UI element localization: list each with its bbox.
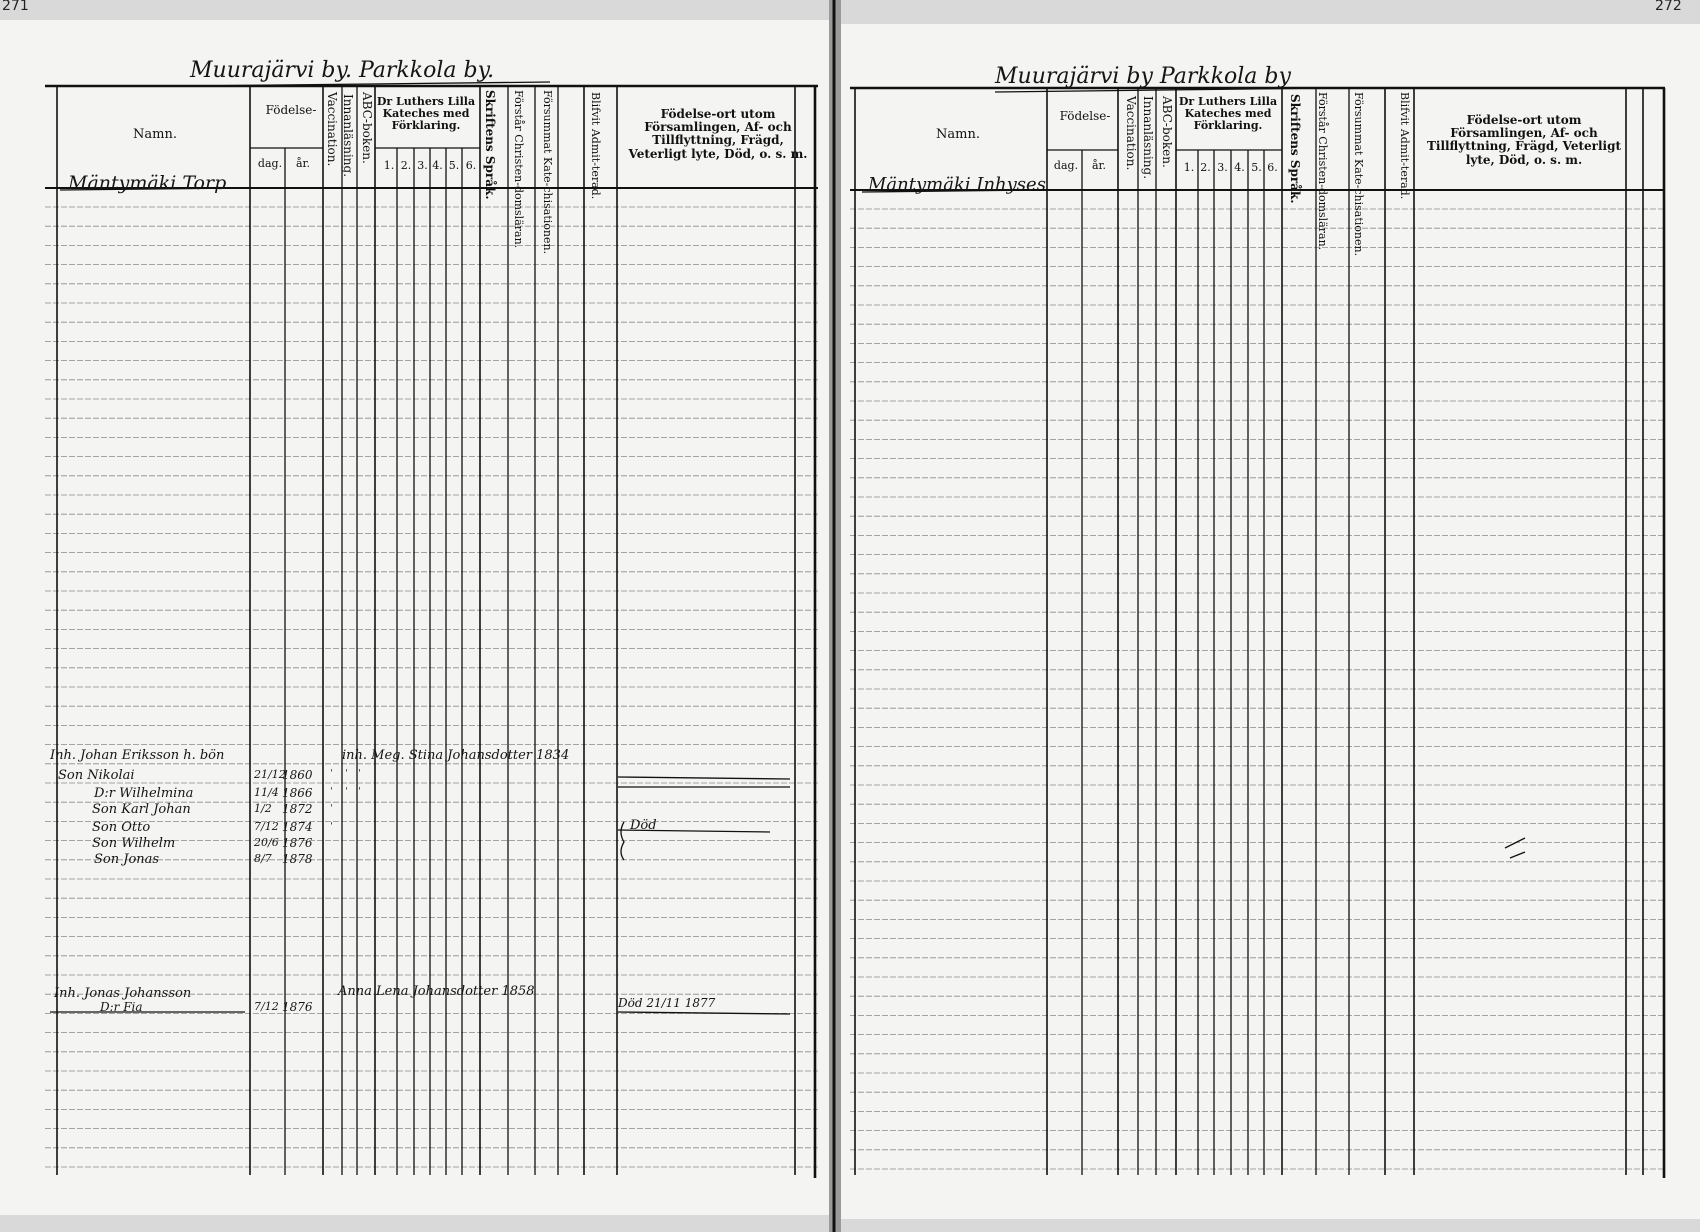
place-label: Mäntymäki Torp [68, 172, 227, 194]
village-header: Muurajärvi by Parkkola by [995, 64, 1291, 89]
entry-name: Inh. Jonas Johansson [54, 986, 192, 1001]
col-neglected-header: Försummat Kate-chisationen. [541, 90, 554, 255]
col-understands-header: Förstår Christen-domsläran. [512, 90, 525, 249]
col-abc-header: ABC-boken. [360, 92, 374, 164]
col-year-header: år. [295, 157, 311, 170]
col-admitted-header: Blifvit Admit-terad. [1398, 92, 1411, 200]
col-num-3: 3. [1217, 161, 1228, 174]
entry-name: Son Nikolai [58, 768, 135, 783]
page-number: 271 [2, 0, 29, 14]
tick-mark: ˈ [358, 769, 361, 780]
left-sheet [0, 20, 832, 1215]
col-remarks-header: Födelse-ort utom Församlingen, Af- och Tillflyttning, Frägd, Veterligt lyte, Död, o. s. m. [1426, 113, 1622, 167]
col-understands-header: Förstår Christen-domsläran. [1316, 92, 1329, 251]
col-scripture-header: Skriftens Språk. [483, 90, 497, 200]
entry-day: 20/6 [254, 836, 279, 849]
entry-name: Son Otto [92, 820, 151, 835]
tick-mark: ˈ [330, 822, 333, 833]
col-catechism-header: Dr Luthers Lilla Kateches med Förklaring. [1178, 95, 1278, 133]
col-num-5: 5. [1251, 161, 1262, 174]
col-num-5: 5. [448, 159, 460, 172]
tick-mark: ˈ [345, 787, 348, 798]
col-num-3: 3. [417, 159, 428, 172]
entry-name: Son Wilhelm [92, 836, 176, 851]
entry-note: Död 21/11 1877 [618, 996, 716, 1010]
entry-day: 1/2 [254, 802, 272, 815]
col-year-header: år. [1091, 159, 1107, 172]
entry-note: Anna Lena Johansdotter 1858 [338, 984, 535, 999]
tick-mark: ˈ [330, 787, 333, 798]
col-num-1: 1. [383, 159, 395, 172]
tick-mark: ˈ [358, 787, 361, 798]
tick-mark: ˈ [330, 769, 333, 780]
tick-mark: ˈ [345, 769, 348, 780]
col-abc-header: ABC-boken. [1160, 96, 1174, 168]
place-label: Mäntymäki Inhyses [868, 174, 1046, 195]
col-admitted-header: Blifvit Admit-terad. [589, 92, 602, 200]
entry-day: 11/4 [254, 786, 279, 799]
entry-name: Son Karl Johan [92, 802, 191, 817]
entry-note: Död [630, 818, 657, 833]
col-birth-header: Födelse- [1059, 109, 1111, 123]
col-num-4: 4. [432, 159, 443, 172]
entry-name: D:r Wilhelmina [94, 786, 194, 801]
entry-day: 8/7 [254, 852, 272, 865]
tick-mark: ˈ [330, 804, 333, 815]
entry-year: 1876 [282, 1000, 313, 1014]
col-vaccination-header: Vaccination. [325, 92, 339, 167]
entry-year: 1874 [282, 820, 313, 834]
entry-year: 1876 [282, 836, 313, 850]
col-scripture-header: Skriftens Språk. [1288, 94, 1302, 204]
entry-year: 1866 [282, 786, 313, 800]
col-neglected-header: Försummat Kate-chisationen. [1352, 92, 1365, 257]
entry-year: 1872 [282, 802, 313, 816]
col-birth-header: Födelse- [265, 103, 317, 117]
col-reading-header: Innanläsning. [341, 94, 355, 178]
col-remarks-header: Födelse-ort utom Församlingen, Af- och Tillflyttning, Frägd, Veterligt lyte, Död, o. s. m. [628, 107, 808, 161]
col-catechism-header: Dr Luthers Lilla Kateches med Förklaring. [376, 95, 476, 133]
village-header: Muurajärvi by. Parkkola by. [190, 58, 495, 83]
col-day-header: dag. [1053, 159, 1079, 172]
col-num-4: 4. [1234, 161, 1245, 174]
col-num-1: 1. [1183, 161, 1195, 174]
col-num-2: 2. [400, 159, 412, 172]
col-num-2: 2. [1200, 161, 1211, 174]
entry-day: 7/12 [254, 1000, 279, 1013]
entry-year: 1860 [282, 768, 313, 782]
col-vaccination-header: Vaccination. [1124, 96, 1138, 171]
col-name-header: Namn. [936, 127, 980, 142]
col-name-header: Namn. [133, 127, 177, 142]
right-sheet [838, 24, 1700, 1219]
col-num-6: 6. [465, 159, 477, 172]
col-day-header: dag. [257, 157, 283, 170]
entry-note: inh. Meg. Stina Johansdotter 1834 [342, 748, 570, 763]
entry-year: 1878 [282, 852, 313, 866]
col-reading-header: Innanläsning. [1141, 96, 1155, 180]
page-number: 272 [1655, 0, 1682, 14]
entry-name: Inh. Johan Eriksson h. bön [50, 748, 225, 763]
entry-day: 7/12 [254, 820, 279, 833]
col-num-6: 6. [1267, 161, 1278, 174]
entry-name: D:r Fia [100, 1000, 143, 1014]
entry-name: Son Jonas [94, 852, 160, 867]
entry-day: 21/12 [254, 768, 286, 781]
